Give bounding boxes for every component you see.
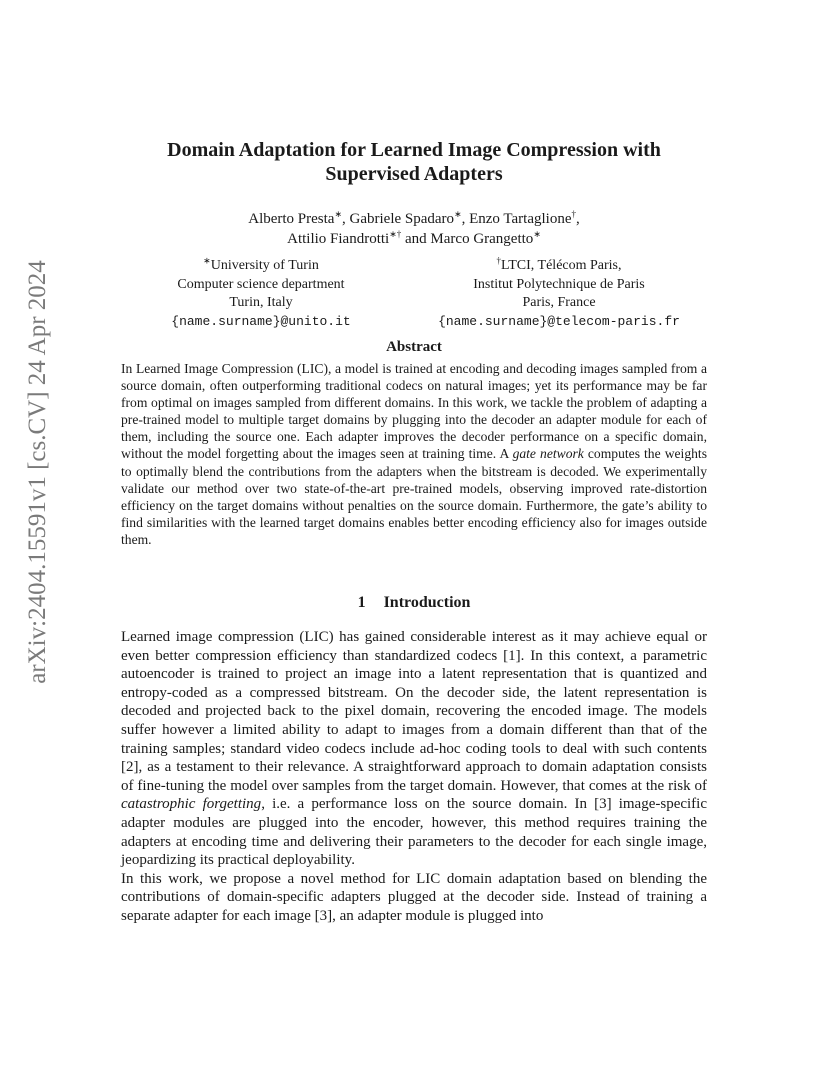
section-heading [0, 594, 828, 612]
arxiv-margin-stamp [20, 260, 56, 684]
abstract-heading: Abstract [386, 339, 442, 355]
section-number: 1 [357, 594, 366, 611]
affiliation-city: Paris, France [522, 295, 596, 310]
affiliation-mark: ∗ [454, 209, 462, 219]
introduction-body [121, 628, 707, 926]
emphasis-text: catastrophic forgetting [121, 796, 262, 813]
author-line-1 [100, 209, 728, 229]
affiliation-department: Institut Polytechnique de Paris [473, 276, 645, 292]
affiliation-name: ∗University of Turin [203, 255, 319, 273]
title-line-1: Domain Adaptation for Learned Image Compression with [167, 139, 661, 161]
author-list [100, 209, 728, 249]
affiliation-mark: † [496, 255, 501, 266]
affiliation-mark: ∗ [533, 229, 541, 239]
author-name: Alberto Presta [248, 211, 335, 227]
affiliation-name: †LTCI, Télécom Paris, [496, 255, 622, 273]
affiliation-mark: ∗ [203, 255, 211, 266]
affiliation-email[interactable]: {name.surname}@telecom-paris.fr [438, 313, 680, 329]
author-name: , Enzo Tartaglione [461, 211, 572, 227]
paragraph: In this work, we propose a novel method for LIC domain adaptation based on blending the contributions of domain-specific adapters plugged at the decoder side. Instead of training a separate adapter for each image [3], an adapter module is plugged into [121, 870, 707, 924]
affiliation-department: Computer science department [177, 276, 345, 292]
affiliation-email[interactable]: {name.surname}@unito.it [171, 313, 351, 329]
affiliation-mark: ∗ [334, 209, 343, 219]
affiliation-mark: ∗† [389, 229, 402, 239]
title-line-2: Supervised Adapters [325, 163, 503, 185]
author-line-2 [100, 229, 728, 249]
paper-title [100, 138, 728, 186]
emphasis-text: gate network [512, 446, 584, 462]
affiliation-mark: † [571, 209, 576, 219]
author-name: , Gabriele Spadaro [342, 211, 455, 227]
affiliation-right [426, 257, 692, 331]
section-title: Introduction [383, 594, 471, 611]
author-name: Attilio Fiandrotti [287, 231, 390, 247]
author-name: and Marco Grangetto [401, 231, 534, 247]
affiliation-city: Turin, Italy [229, 295, 293, 310]
affiliation-left [141, 257, 381, 331]
author-separator: , [576, 211, 580, 227]
arxiv-identifier[interactable]: arXiv:2404.15591v1 [cs.CV] 24 Apr 2024 [24, 260, 51, 684]
paragraph: Learned image compression (LIC) has gained considerable interest as it may achieve equal or even better compression efficiency than standardized codecs [1]. In this context, a parametric autoencoder is trained to project an image into a latent representation that is quantized and entropy-coded as a compressed bitstream. On the decoder side, the latent representation is decoded and projected back to the pixel domain, recovering the encoded image. The models suffer however a limited ability to adapt to images from a domain different than that of the training samples; standard video codecs include ad-hoc coding tools to deal with such contents [2], as a testament to their relevance. A straightforward approach to domain adaptation consists of fine-tuning the model over samples from the target domain. However, that comes at the risk of catastrophic forgetting, i.e. a performance loss on the source domain. In [3] image-specific adapter modules are plugged into the encoder, however, this method requires training the adapters at encoding time and delivering their parameters to the decoder for each single image, jeopardizing its practical deployability. [121, 629, 707, 869]
abstract-body: In Learned Image Compression (LIC), a model is trained at encoding and decoding images sampled from a source domain, often outperforming traditional codecs on natural images; yet its performance may be far from optimal on images sampled from different domains. In this work, we tackle the problem of adapting a pre-trained model to multiple target domains by plugging into the decoder an adapter module for each of them, including the source one. Each adapter improves the decoder performance on a specific domain, without the model forgetting about the images seen at training time. A gate network computes the weights to optimally blend the contributions from the adapters when the bitstream is decoded. We experimentally validate our method over two state-of-the-art pre-trained models, observing improved rate-distortion efficiency on the target domains without penalties on the source domain. Furthermore, the gate’s ability to find similarities with the learned target domains enables better encoding efficiency also for images outside them. [121, 361, 707, 547]
